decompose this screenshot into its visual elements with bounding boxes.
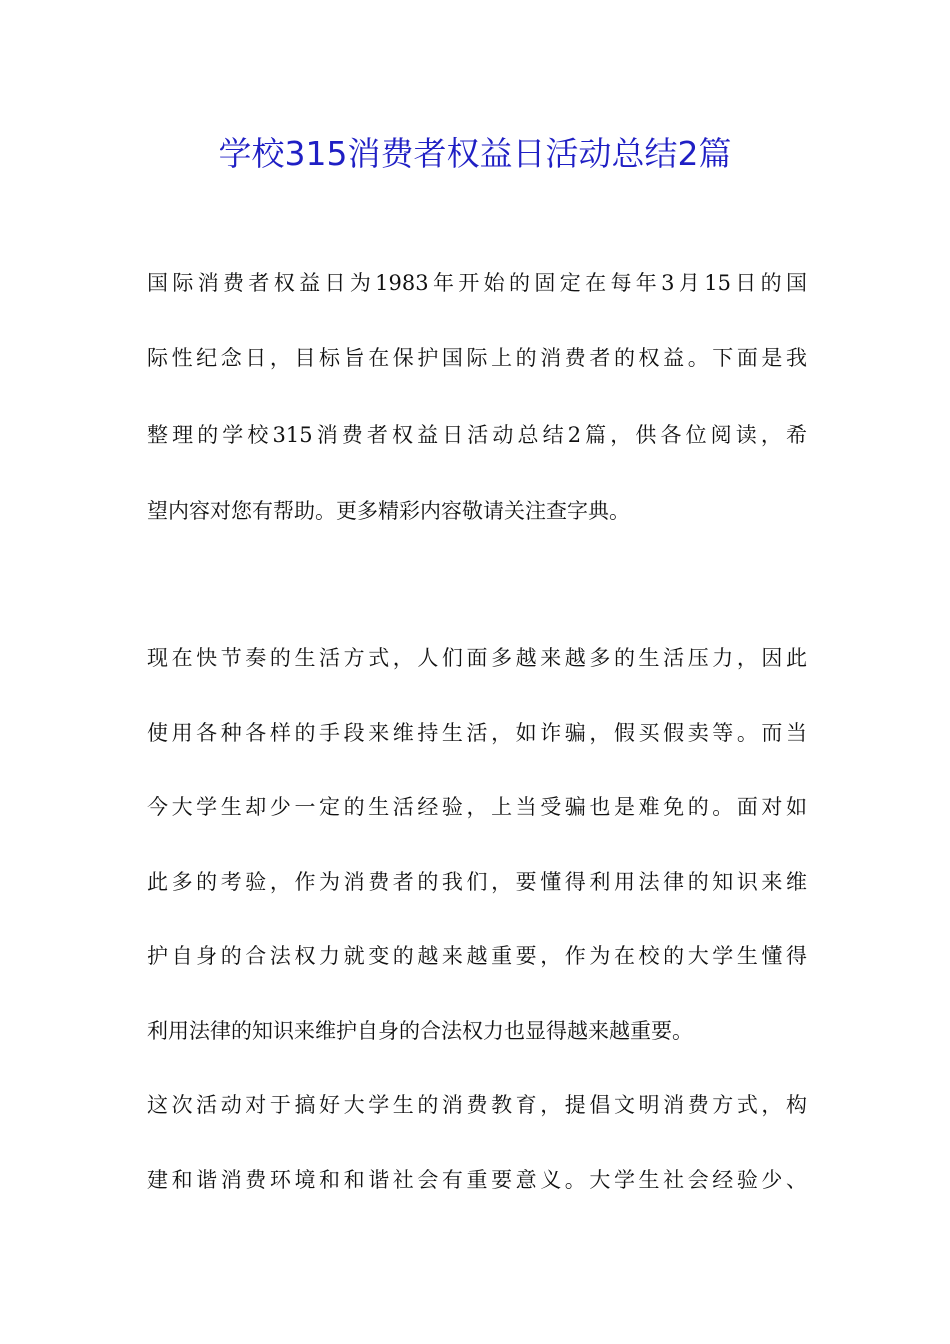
paragraph-line: 建和谐消费环境和和谐社会有重要意义。大学生社会经验少、 (147, 1168, 807, 1192)
paragraph-line: 使用各种各样的手段来维持生活，如诈骗，假买假卖等。而当 (147, 721, 807, 745)
paragraph-line: 护自身的合法权力就变的越来越重要，作为在校的大学生懂得 (147, 944, 807, 968)
paragraph-line: 整理的学校315消费者权益日活动总结2篇，供各位阅读，希 (147, 423, 807, 447)
paragraph-line: 际性纪念日，目标旨在保护国际上的消费者的权益。下面是我 (147, 346, 807, 370)
paragraph-line: 望内容对您有帮助。更多精彩内容敬请关注查字典。 (147, 499, 630, 523)
paragraph-line: 国际消费者权益日为1983年开始的固定在每年3月15日的国 (147, 271, 807, 295)
paragraph-line: 这次活动对于搞好大学生的消费教育，提倡文明消费方式，构 (147, 1093, 807, 1117)
paragraph-line: 此多的考验，作为消费者的我们，要懂得利用法律的知识来维 (147, 870, 807, 894)
document-title: 学校315消费者权益日活动总结2篇 (218, 134, 732, 173)
paragraph-line: 利用法律的知识来维护自身的合法权力也显得越来越重要。 (147, 1019, 693, 1043)
paragraph-line: 今大学生却少一定的生活经验，上当受骗也是难免的。面对如 (147, 795, 807, 819)
paragraph-line: 现在快节奏的生活方式，人们面多越来越多的生活压力，因此 (147, 646, 807, 670)
